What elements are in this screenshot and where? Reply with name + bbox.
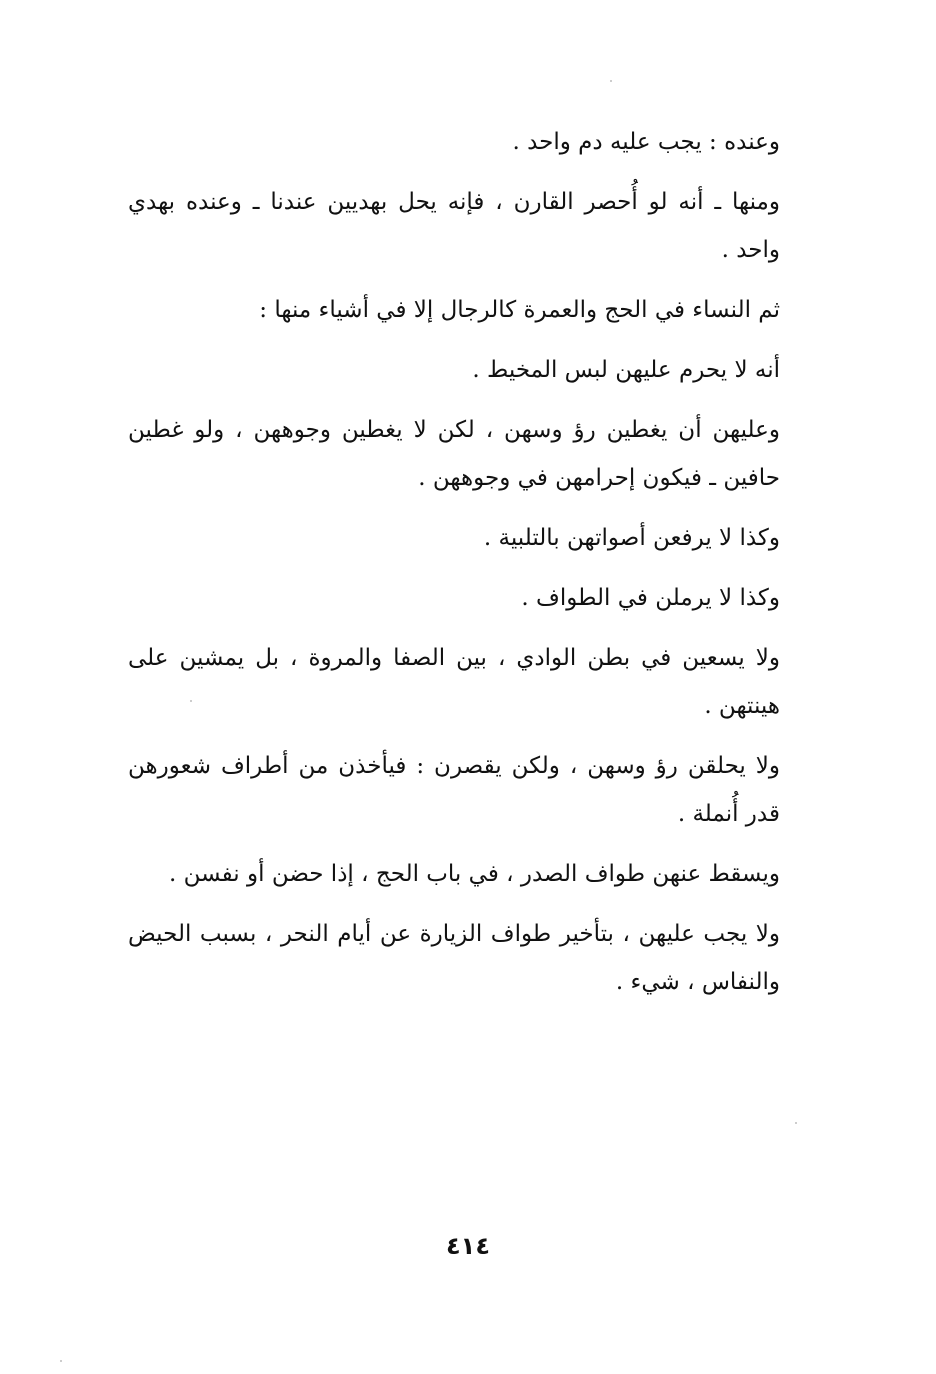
paragraph: وعليهن أن يغطين رؤ وسهن ، لكن لا يغطين وجوههن ، ولو غطين حافين ـ فيكون إحرامهن في وجوههن . — [128, 417, 780, 491]
page-number: ٤١٤ — [446, 1232, 490, 1260]
paragraph: ومنها ـ أنه لو أُحصر القارن ، فإنه يحل بهديين عندنا ـ وعنده بهدي واحد . — [128, 189, 780, 263]
scan-speck — [60, 1360, 62, 1362]
paragraph: ثم النساء في الحج والعمرة كالرجال إلا في أشياء منها : — [259, 297, 780, 323]
paragraph: وكذا لا يرفعن أصواتهن بالتلبية . — [483, 525, 780, 551]
paragraph: ويسقط عنهن طواف الصدر ، في باب الحج ، إذا حضن أو نفسن . — [169, 861, 780, 887]
body-text — [128, 118, 780, 1018]
paragraph: ولا يسعين في بطن الوادي ، بين الصفا والمروة ، بل يمشين على هينتهن . — [128, 645, 780, 719]
scan-speck — [795, 1122, 797, 1124]
paragraph: ولا يحلقن رؤ وسهن ، ولكن يقصرن : فيأخذن من أطراف شعورهن قدر أُنملة . — [128, 753, 780, 827]
scan-speck — [190, 700, 192, 702]
paragraph: ولا يجب عليهن ، بتأخير طواف الزيارة عن أيام النحر ، بسبب الحيض والنفاس ، شيء . — [128, 921, 780, 995]
paragraph: وكذا لا يرملن في الطواف . — [521, 585, 780, 611]
paragraph: وعنده : يجب عليه دم واحد . — [512, 129, 780, 155]
paragraph: أنه لا يحرم عليهن لبس المخيط . — [472, 357, 780, 383]
scan-speck — [610, 80, 612, 82]
